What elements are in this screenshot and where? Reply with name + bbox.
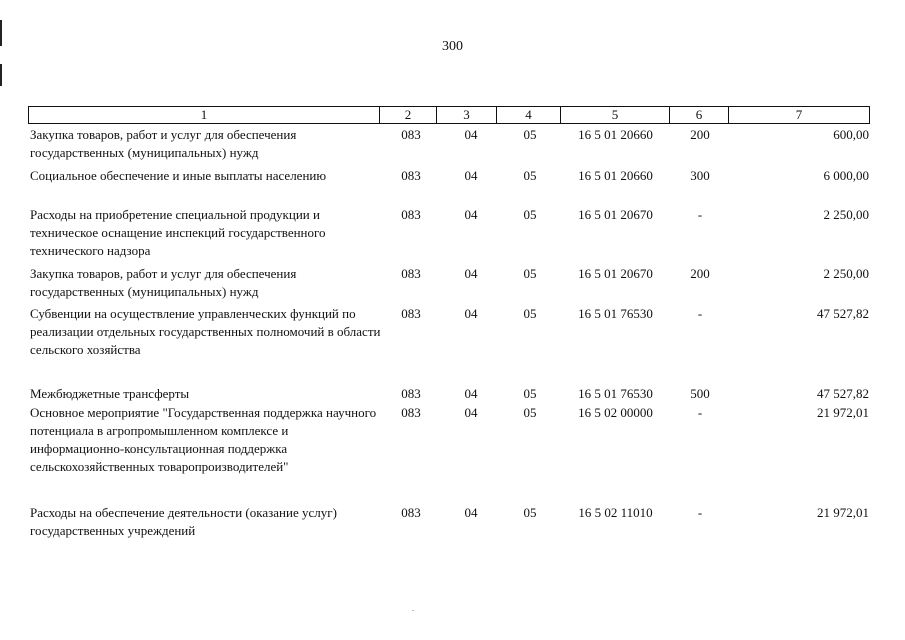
column-header: 7 xyxy=(728,107,869,123)
col-5: 16 5 01 76530 xyxy=(578,386,653,401)
col-4: 05 xyxy=(523,306,537,321)
col-6: 200 xyxy=(690,127,710,142)
row-name: Межбюджетные трансферты xyxy=(30,386,190,401)
col-2: 083 xyxy=(401,127,421,142)
col-7: 47 527,82 xyxy=(817,306,869,321)
col-3: 04 xyxy=(464,306,478,321)
col-2: 083 xyxy=(401,386,421,401)
table-header xyxy=(28,106,870,124)
col-2: 083 xyxy=(401,168,421,183)
col-2: 083 xyxy=(401,505,421,520)
col-7: 47 527,82 xyxy=(817,386,869,401)
row-name: Субвенции на осуществление управленческих функций по реализации отдельных государственных полномочий в области сельского хозяйства xyxy=(30,306,381,357)
col-5: 16 5 02 11010 xyxy=(578,505,653,520)
col-6: 300 xyxy=(690,168,710,183)
col-4: 05 xyxy=(523,266,537,281)
row-name: Закупка товаров, работ и услуг для обеспечения государственных (муниципальных) нужд xyxy=(30,127,297,160)
column-header: 6 xyxy=(669,107,728,123)
row-name: Расходы на приобретение специальной продукции и техническое оснащение инспекций государственного технического надзора xyxy=(30,207,326,258)
col-3: 04 xyxy=(464,168,478,183)
col-2: 083 xyxy=(401,207,421,222)
col-5: 16 5 01 76530 xyxy=(578,306,653,321)
col-6: - xyxy=(697,405,703,420)
col-5: 16 5 01 20660 xyxy=(578,168,653,183)
col-3: 04 xyxy=(464,266,478,281)
col-6: - xyxy=(697,207,703,222)
col-2: 083 xyxy=(401,266,421,281)
col-7: 6 000,00 xyxy=(823,168,869,183)
margin-mark xyxy=(0,64,2,86)
row-name: Основное мероприятие "Государственная поддержка научного потенциала в агропромышленном комплексе и информационно-консультационная поддержка сельскохозяйственных товаропроизводителей" xyxy=(30,405,377,474)
column-header: 5 xyxy=(560,107,669,123)
col-5: 16 5 01 20670 xyxy=(578,266,653,281)
col-3: 04 xyxy=(464,505,478,520)
scan-dot xyxy=(412,610,414,611)
col-7: 21 972,01 xyxy=(817,505,869,520)
column-header: 2 xyxy=(379,107,436,123)
col-6: - xyxy=(697,505,703,520)
col-7: 600,00 xyxy=(833,127,869,142)
col-5: 16 5 02 00000 xyxy=(578,405,653,420)
col-3: 04 xyxy=(464,207,478,222)
col-4: 05 xyxy=(523,127,537,142)
row-name: Социальное обеспечение и иные выплаты населению xyxy=(30,168,327,183)
col-6: - xyxy=(697,306,703,321)
col-7: 2 250,00 xyxy=(823,207,869,222)
col-7: 2 250,00 xyxy=(823,266,869,281)
row-name: Закупка товаров, работ и услуг для обеспечения государственных (муниципальных) нужд xyxy=(30,266,297,299)
col-4: 05 xyxy=(523,386,537,401)
col-2: 083 xyxy=(401,405,421,420)
col-3: 04 xyxy=(464,405,478,420)
col-4: 05 xyxy=(523,168,537,183)
col-6: 500 xyxy=(690,386,710,401)
col-7: 21 972,01 xyxy=(817,405,869,420)
col-4: 05 xyxy=(523,505,537,520)
column-header: 1 xyxy=(200,107,208,122)
col-2: 083 xyxy=(401,306,421,321)
column-header: 3 xyxy=(436,107,496,123)
col-5: 16 5 01 20660 xyxy=(578,127,653,142)
row-name: Расходы на обеспечение деятельности (оказание услуг) государственных учреждений xyxy=(30,505,337,538)
col-3: 04 xyxy=(464,386,478,401)
col-6: 200 xyxy=(690,266,710,281)
col-4: 05 xyxy=(523,207,537,222)
col-4: 05 xyxy=(523,405,537,420)
col-3: 04 xyxy=(464,127,478,142)
column-header: 4 xyxy=(496,107,560,123)
page-number: 300 xyxy=(442,39,463,54)
col-5: 16 5 01 20670 xyxy=(578,207,653,222)
